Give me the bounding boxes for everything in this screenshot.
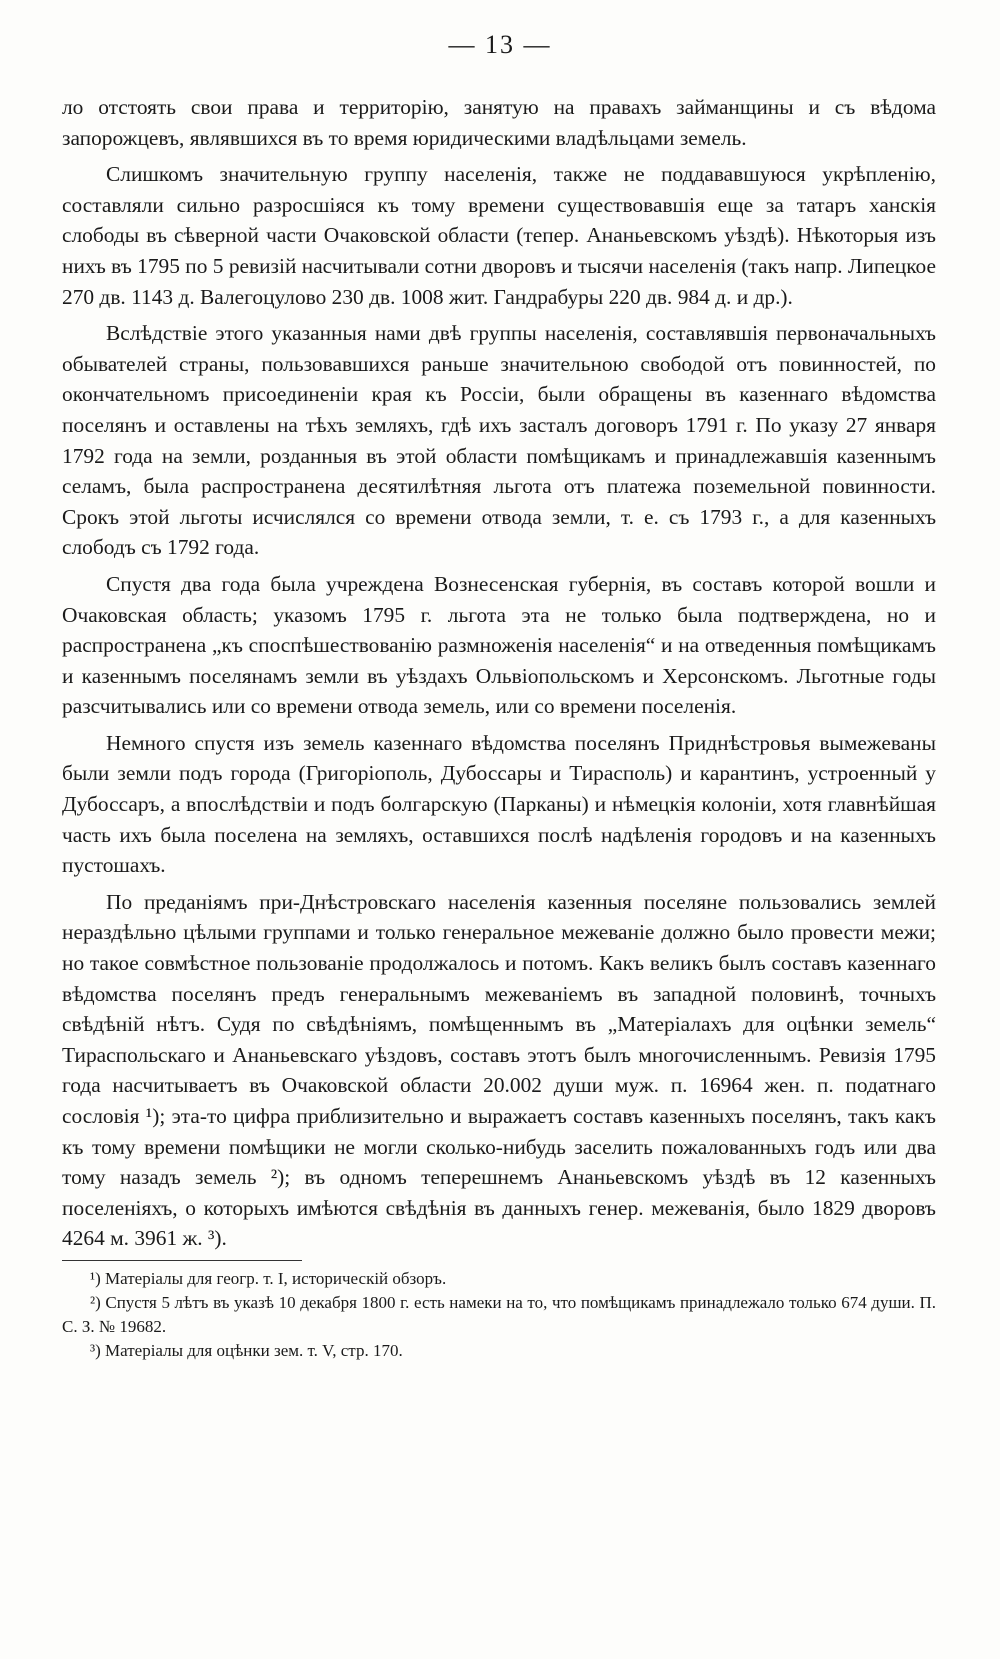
paragraph-3: Вслѣдствіе этого указанныя нами двѣ группы населенія, составлявшія первоначальныхъ обывателей страны, пользовавшихся раньше значительною свободой отъ повинностей, по окончательномъ присоединеніи края къ Россіи, были обращены въ казеннаго вѣдомства поселянъ и оставлены на тѣхъ земляхъ, гдѣ ихъ засталъ договоръ 1791 г. По указу 27 января 1792 года на земли, розданныя въ этой области помѣщикамъ и принадлежавшія казеннымъ селамъ, была распространена десятилѣтняя льгота отъ платежа поземельной повинности. Срокъ этой льготы исчислялся со времени отвода земли, т. е. съ 1793 г., а для казенныхъ слободъ съ 1792 года. — [62, 321, 936, 560]
paragraph-1: ло отстоять свои права и территорію, занятую на правахъ займанщины и съ вѣдома запорожцевъ, являвшихся въ то время юридическими владѣльцами земель. — [62, 95, 936, 150]
footnote-divider — [62, 1260, 302, 1261]
paragraph-2: Слишкомъ значительную группу населенія, также не поддававшуюся укрѣпленію, составляли сильно разросшіяся къ тому времени существовавшія еще за татаръ ханскія слободы въ сѣверной части Очаковской области (тепер. Ананьевскомъ уѣздѣ). Нѣкоторыя изъ нихъ въ 1795 по 5 ревизій насчитывали сотни дворовъ и тысячи населенія (такъ напр. Липецкое 270 дв. 1143 д. Валегоцулово 230 дв. 1008 жит. Гандрабуры 220 дв. 984 д. и др.). — [62, 162, 937, 309]
footnotes — [62, 1267, 936, 1363]
body-text — [62, 92, 936, 1363]
footnote-3: ³) Матеріалы для оцѣнки зем. т. V, стр. 170. — [90, 1340, 403, 1360]
paragraph-4: Спустя два года была учреждена Вознесенская губернія, въ составъ которой вошли и Очаковская область; указомъ 1795 г. льгота эта не только была подтверждена, но и распространена „къ споспѣшествованію размноженія населенія“ и на отведенныя помѣщикамъ и казеннымъ поселянамъ земли въ уѣздахъ Ольвіопольскомъ и Херсонскомъ. Льготные годы разсчитывались или со времени отвода земель, или со времени поселенія. — [62, 571, 936, 719]
paragraph-5: Немного спустя изъ земель казеннаго вѣдомства поселянъ Приднѣстровья вымежеваны были земли подъ города (Григоріополь, Дубоссары и Тирасполь) и карантинъ, устроенный у Дубоссаръ, а впослѣдствіи и подъ болгарскую (Парканы) и нѣмецкія колоніи, хотя главнѣйшая часть ихъ была поселена на земляхъ, оставшихся послѣ надѣленія городовъ и на казенныхъ пустошахъ. — [62, 730, 936, 878]
footnote-1: ¹) Матеріалы для геогр. т. I, историческій обзоръ. — [90, 1268, 447, 1288]
page-number: — 13 — — [448, 30, 552, 59]
paragraph-6: По преданіямъ при-Днѣстровскаго населенія казенныя поселяне пользовались землей нераздѣльно цѣлыми группами и только генеральное межеваніе должно было провести межи; но такое совмѣстное пользованіе продолжалось и потомъ. Какъ великъ былъ составъ казеннаго вѣдомства поселянъ предъ генеральнымъ межеваніемъ въ западной половинѣ, точныхъ свѣдѣній нѣтъ. Судя по свѣдѣніямъ, помѣщеннымъ въ „Матеріалахъ для оцѣнки земель“ Тираспольскаго и Ананьевскаго уѣздовъ, составъ этотъ былъ многочисленнымъ. Ревизія 1795 года насчитываетъ въ Очаковской области 20.002 души муж. п. 16964 жен. п. податнаго сословія ¹); эта-то цифра приблизительно и выражаетъ составъ казенныхъ поселянъ, такъ какъ къ тому времени помѣщики не могли сколько-нибудь заселить пожалованныхъ годъ или два тому назадъ земель ²); въ одномъ теперешнемъ Ананьевскомъ уѣздѣ въ 12 казенныхъ поселеніяхъ, о которыхъ имѣются свѣдѣнія въ данныхъ генер. межеванія, было 1829 дворовъ 4264 м. 3961 ж. ³). — [62, 889, 936, 1251]
footnote-2: ²) Спустя 5 лѣтъ въ указѣ 10 декабря 1800 г. есть намеки на то, что помѣщикамъ принадлежало только 674 души. П. С. З. № 19682. — [62, 1292, 936, 1336]
